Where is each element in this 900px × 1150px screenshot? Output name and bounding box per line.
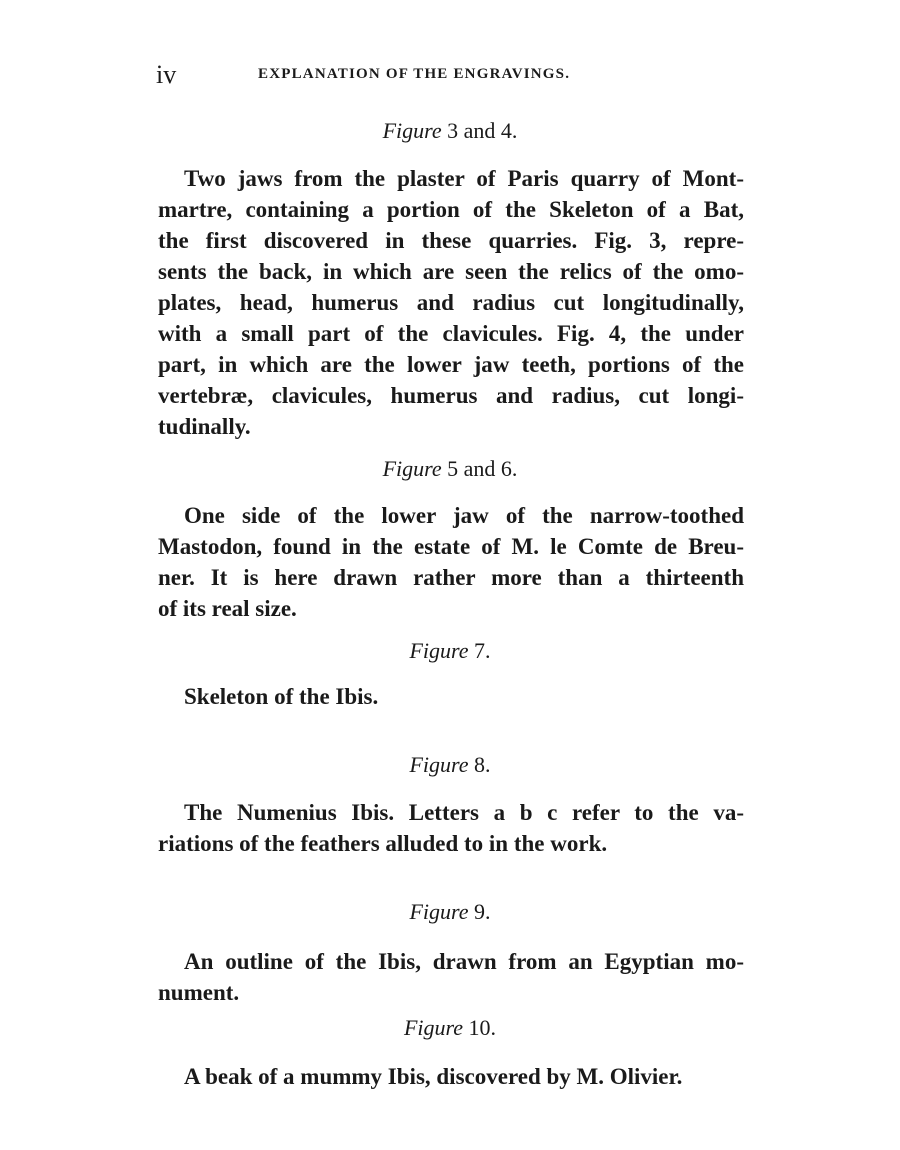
text-line: riations of the feathers alluded to in the work.: [158, 831, 608, 856]
caption-word: Figure: [382, 118, 442, 143]
figure-caption: [156, 118, 744, 144]
caption-number: 3 and 4.: [447, 118, 518, 143]
caption-number: 9.: [474, 899, 491, 924]
figure-caption: [156, 456, 744, 482]
caption-number: 10.: [468, 1015, 497, 1040]
figure-description: [158, 946, 744, 1008]
text-line: Two jaws from the plaster of Paris quarry of Mont-: [184, 166, 744, 191]
caption-word: Figure: [382, 456, 442, 481]
running-title: EXPLANATION OF THE ENGRAVINGS.: [258, 66, 571, 82]
text-line: sents the back, in which are seen the relics of the omo-: [158, 259, 744, 284]
figure-description: [158, 163, 744, 442]
figure-description: [158, 797, 744, 859]
figure-description: [158, 1061, 744, 1092]
text-line: An outline of the Ibis, drawn from an Egyptian mo-: [184, 949, 744, 974]
text-line: ner. It is here drawn rather more than a thirteenth: [158, 565, 744, 590]
caption-word: Figure: [409, 899, 469, 924]
caption-number: 7.: [474, 638, 491, 663]
figure-caption: [156, 899, 744, 925]
figure-caption: [156, 1015, 744, 1041]
text-line: part, in which are the lower jaw teeth, portions of the: [158, 352, 744, 377]
caption-number: 5 and 6.: [447, 456, 518, 481]
text-line: Mastodon, found in the estate of M. le Comte de Breu-: [158, 534, 744, 559]
caption-word: Figure: [409, 638, 469, 663]
page-number: iv: [156, 60, 177, 89]
text-line: martre, containing a portion of the Skeleton of a Bat,: [158, 197, 744, 222]
text-line: of its real size.: [158, 596, 297, 621]
caption-word: Figure: [403, 1015, 464, 1040]
text-line: The Numenius Ibis. Letters a b c refer to the va-: [184, 800, 744, 825]
text-line: One side of the lower jaw of the narrow-toothed: [184, 503, 744, 528]
caption-number: 8.: [474, 752, 491, 777]
figure-description: [158, 681, 744, 712]
text-line: tudinally.: [158, 414, 251, 439]
figure-caption: [156, 752, 744, 778]
page-header: [156, 60, 746, 90]
figure-description: [158, 500, 744, 624]
text-line: with a small part of the clavicules. Fig. 4, the under: [158, 321, 744, 346]
text-line: the first discovered in these quarries. Fig. 3, repre-: [158, 228, 744, 253]
text-line: plates, head, humerus and radius cut longitudinally,: [158, 290, 744, 315]
text-line: A beak of a mummy Ibis, discovered by M. Olivier.: [184, 1064, 683, 1089]
figure-caption: [156, 638, 744, 664]
text-line: nument.: [158, 980, 240, 1005]
caption-word: Figure: [409, 752, 469, 777]
text-line: vertebræ, clavicules, humerus and radius, cut longi-: [158, 383, 744, 408]
text-line: Skeleton of the Ibis.: [184, 684, 379, 709]
